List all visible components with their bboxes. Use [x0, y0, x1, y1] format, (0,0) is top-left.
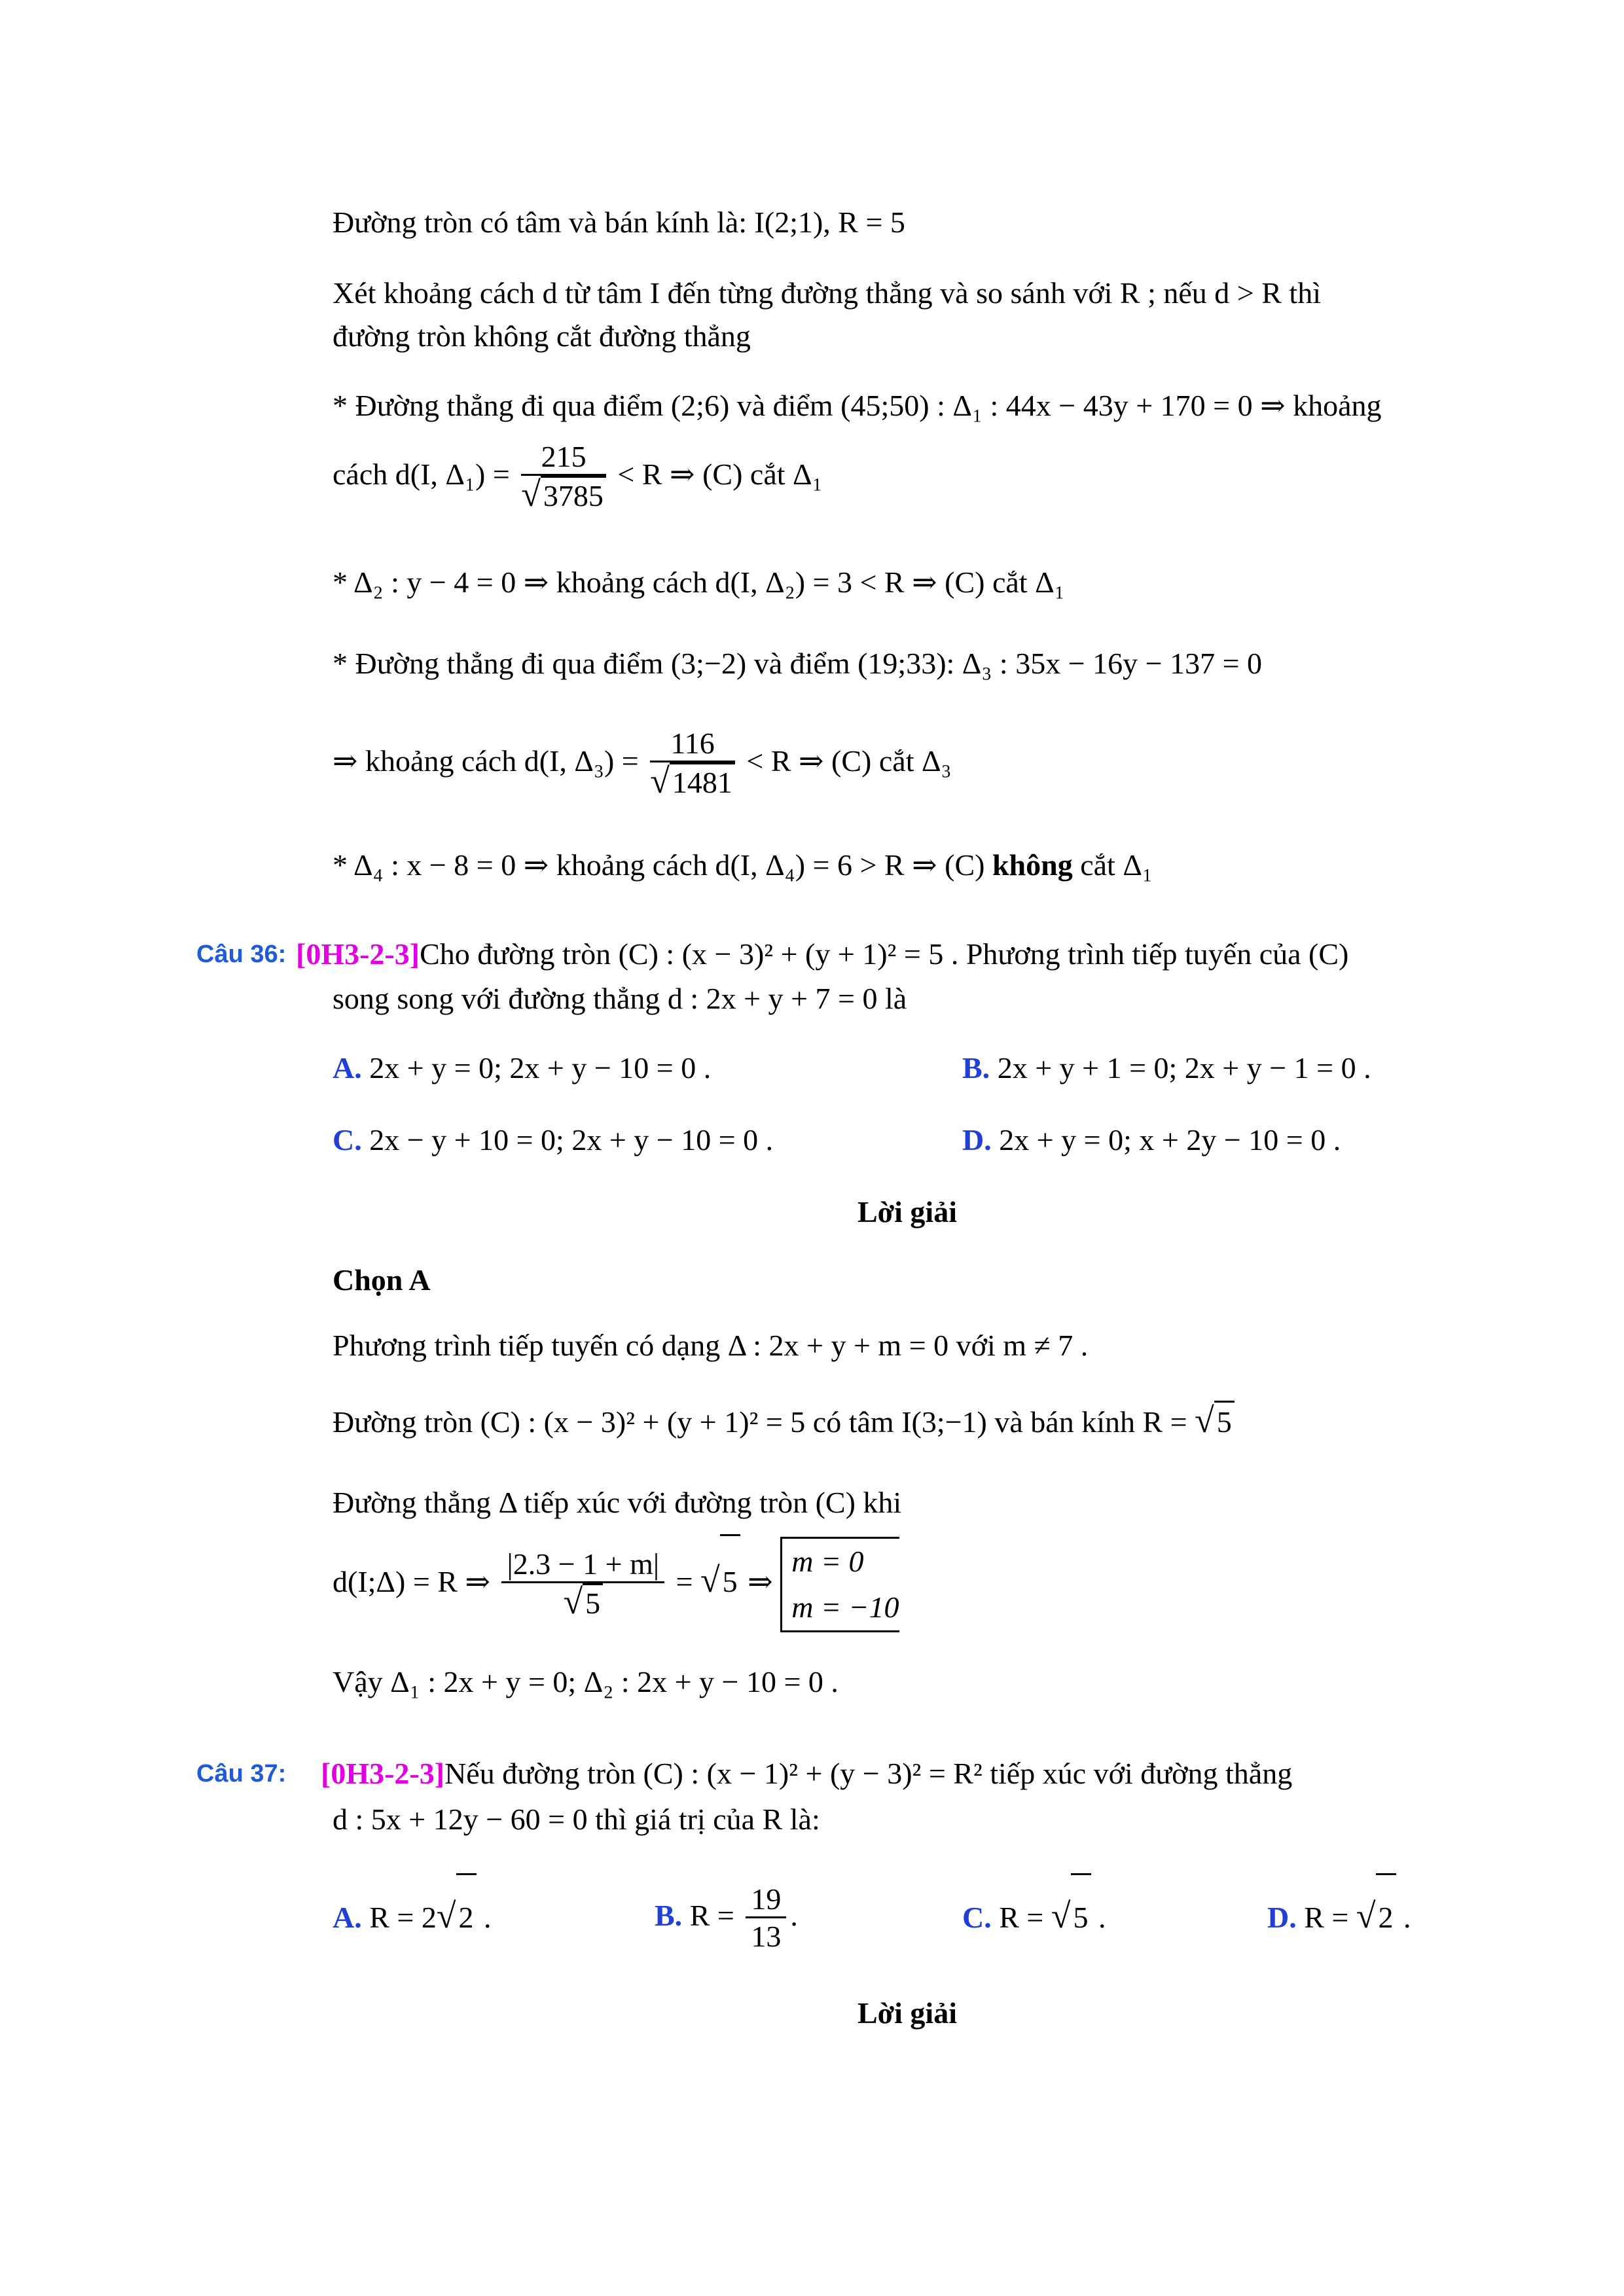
option-text: 2x + y + 1 = 0; 2x + y − 1 = 0 . — [997, 1051, 1371, 1085]
case-line: m = −10 — [791, 1590, 899, 1624]
option-label: B. — [962, 1051, 990, 1085]
solution-title: Lời giải — [857, 1996, 957, 2030]
fraction — [650, 726, 735, 801]
fraction-numerator: 19 — [746, 1882, 786, 1918]
radicand: 2 — [1376, 1873, 1396, 1960]
formula-text: ⇒ khoảng cách d(I, Δ₃) = — [333, 744, 639, 778]
question-text — [296, 935, 1348, 974]
option-c — [333, 1121, 773, 1160]
option-label: C. — [333, 1123, 362, 1157]
option-label: A. — [333, 1901, 362, 1934]
option-text: R = 2 — [369, 1901, 437, 1934]
fraction-denominator: √5 — [501, 1583, 664, 1622]
formula-text: ⇒ — [748, 1565, 773, 1598]
choose-answer: Chọn A — [333, 1263, 431, 1297]
option-d — [962, 1121, 1341, 1160]
formula-line: d(I;Δ) = R ⇒ $\frac{|2.3 - 1 + m|}{√5}$ = √5 ⇒ m = 0 m = −10 — [333, 1534, 899, 1632]
case-bracket — [780, 1537, 899, 1632]
formula-text: = — [676, 1565, 693, 1598]
solution-line: Vậy Δ₁ : 2x + y = 0; Δ₂ : 2x + y − 10 = 0 . — [333, 1665, 839, 1698]
question-number: Câu 36: — [196, 941, 287, 968]
text-line: Xét khoảng cách d từ tâm I đến từng đường thẳng và so sánh với R ; nếu d > R thì — [333, 276, 1321, 310]
option-label: C. — [962, 1901, 992, 1934]
fraction — [521, 440, 606, 514]
option-text: R = — [689, 1899, 734, 1932]
formula-text: d(I;Δ) = R ⇒ — [333, 1565, 490, 1598]
option-c: C. R = √5 . — [962, 1873, 1106, 1960]
solution-line: Đường thẳng Δ tiếp xúc với đường tròn (C) khi — [333, 1486, 902, 1519]
question-text: song song với đường thẳng d : 2x + y + 7 = 0 là — [333, 982, 907, 1015]
option-text: R = — [1304, 1901, 1349, 1934]
radicand: 5 — [1214, 1401, 1235, 1442]
option-b: B. R = $\frac{19}{13}$ . — [655, 1873, 798, 1958]
fraction-denominator: √1481 — [650, 762, 735, 801]
option-label: D. — [1267, 1901, 1297, 1934]
solution-line: Phương trình tiếp tuyến có dạng Δ : 2x + y + m = 0 với m ≠ 7 . — [333, 1329, 1089, 1362]
formula-text: cắt Δ₁ — [1080, 848, 1153, 882]
text-line: * Đường thẳng đi qua điểm (3;−2) và điểm (19;33): Δ₃ : 35x − 16y − 137 = 0 — [333, 647, 1263, 680]
text-line: đường tròn không cắt đường thẳng — [333, 319, 751, 353]
option-d: D. R = √2 . — [1267, 1873, 1411, 1960]
option-b — [962, 1049, 1371, 1088]
radicand: 5 — [1071, 1873, 1091, 1960]
option-a: A. R = 2√2 . — [333, 1873, 492, 1960]
option-label: D. — [962, 1123, 992, 1157]
formula-text: Đường tròn (C) : (x − 3)² + (y + 1)² = 5 có tâm I(3;−1) và bán kính R = — [333, 1405, 1187, 1439]
text-line — [333, 846, 1153, 885]
fraction-numerator: 116 — [650, 726, 735, 762]
question-code: [0H3-2-3] — [321, 1757, 445, 1790]
question-body: Cho đường tròn (C) : (x − 3)² + (y + 1)² = 5 . Phương trình tiếp tuyến của (C) — [420, 937, 1349, 971]
fraction-denominator: √3785 — [521, 476, 606, 514]
question-number: Câu 37: — [196, 1760, 287, 1787]
fraction-denominator: 13 — [751, 1919, 782, 1953]
text-line: * Đường thẳng đi qua điểm (2;6) và điểm (45;50) : Δ₁ : 44x − 43y + 170 = 0 ⇒ khoảng — [333, 389, 1382, 422]
option-text: R = — [999, 1901, 1044, 1934]
bold-text: không — [992, 848, 1073, 882]
fraction-numerator: 215 — [521, 440, 606, 476]
question-code: [0H3-2-3] — [296, 937, 420, 971]
option-text: 2x − y + 10 = 0; 2x + y − 10 = 0 . — [369, 1123, 774, 1157]
question-text — [321, 1754, 1292, 1793]
formula-line — [333, 439, 823, 514]
text-line: * Δ₂ : y − 4 = 0 ⇒ khoảng cách d(I, Δ₂) = 3 < R ⇒ (C) cắt Δ₁ — [333, 565, 1065, 599]
option-label: A. — [333, 1051, 362, 1085]
option-a — [333, 1049, 711, 1088]
formula-text: * Δ₄ : x − 8 = 0 ⇒ khoảng cách d(I, Δ₄) = 6 > R ⇒ (C) — [333, 848, 985, 882]
case-line: m = 0 — [791, 1545, 864, 1579]
solution-title: Lời giải — [857, 1195, 957, 1229]
formula-text: < R ⇒ (C) cắt Δ₁ — [617, 457, 823, 491]
formula-text: cách d(I, Δ₁) = — [333, 457, 510, 491]
formula-line — [333, 725, 952, 801]
question-text: d : 5x + 12y − 60 = 0 thì giá trị của R là: — [333, 1803, 820, 1836]
option-text: 2x + y = 0; 2x + y − 10 = 0 . — [369, 1051, 712, 1085]
radicand: 5 — [720, 1534, 740, 1628]
formula-text: < R ⇒ (C) cắt Δ₃ — [746, 744, 952, 778]
option-label: B. — [655, 1899, 683, 1932]
radicand: 2 — [456, 1873, 477, 1960]
solution-line: Đường tròn (C) : (x − 3)² + (y + 1)² = 5 có tâm I(3;−1) và bán kính R = √5 — [333, 1401, 1235, 1442]
fraction — [501, 1547, 664, 1622]
fraction — [746, 1882, 786, 1955]
fraction-numerator: |2.3 − 1 + m| — [501, 1547, 664, 1583]
option-text: 2x + y = 0; x + 2y − 10 = 0 . — [999, 1123, 1341, 1157]
question-body: Nếu đường tròn (C) : (x − 1)² + (y − 3)² = R² tiếp xúc với đường thẳng — [444, 1757, 1293, 1790]
text-line: Đường tròn có tâm và bán kính là: I(2;1), R = 5 — [333, 206, 905, 239]
